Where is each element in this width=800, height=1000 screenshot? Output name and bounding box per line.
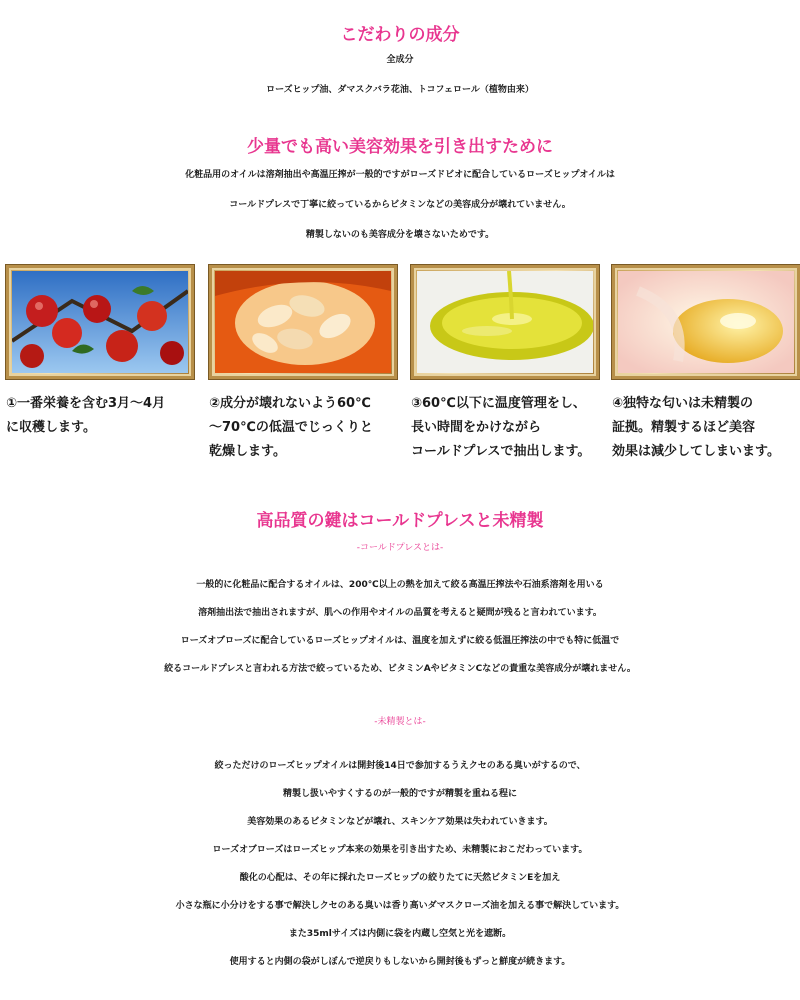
heading-ingredients: こだわりの成分 <box>340 25 460 45</box>
oil-pour-photo <box>417 271 593 373</box>
caption-line: ④独特な匂いは未精製の <box>612 396 754 411</box>
paragraph-line: 絞っただけのローズヒップオイルは開封後14日で参加するうえクセのある臭いがするので、 <box>214 761 586 771</box>
paragraph-line: ローズオブローズに配合しているローズヒップオイルは、温度を加えずに絞る低温圧搾法の中でも特に低温で <box>180 636 620 646</box>
caption-line: 証拠。精製するほど美容 <box>612 420 756 435</box>
process-caption-4 <box>612 392 794 464</box>
photo-frame <box>6 265 194 379</box>
paragraph-line: 美容効果のあるビタミンなどが壊れ、スキンケア効果は失われていきます。 <box>247 817 553 827</box>
heading-beauty-effect: 少量でも高い美容効果を引き出すために <box>247 137 553 157</box>
intro-line-1: 化粧品用のオイルは溶剤抽出や高温圧搾が一般的ですがローズドビオに配合しているローズヒップオイルは <box>185 170 615 180</box>
paragraph-line: 酸化の心配は、その年に採れたローズヒップの絞りたてに天然ビタミンEを加え <box>239 873 561 883</box>
photo-frame <box>411 265 599 379</box>
caption-line: ②成分が壊れないよう60℃ <box>209 396 371 411</box>
caption-line: 長い時間をかけながら <box>411 420 542 435</box>
ingredients-list: ローズヒップ油、ダマスクバラ花油、トコフェロール（植物由来） <box>266 85 534 95</box>
caption-line: ③60℃以下に温度管理をし、 <box>411 396 586 411</box>
process-card-1 <box>6 265 188 440</box>
paragraph-line: ローズオブローズはローズヒップ本来の効果を引き出すため、未精製におこだわっています。 <box>212 845 588 855</box>
rosehip-seeds-photo <box>215 271 391 373</box>
process-card-2 <box>209 265 391 464</box>
paragraph-line: また35mlサイズは内側に袋を内蔵し空気と光を遮断。 <box>288 929 512 939</box>
caption-line: コールドプレスで抽出します。 <box>411 444 591 459</box>
intro-line-2: コールドプレスで丁寧に絞っているからビタミンなどの美容成分が壊れていません。 <box>229 200 571 210</box>
oil-drop-photo <box>618 271 794 373</box>
caption-line: 乾燥します。 <box>209 444 286 459</box>
process-card-3 <box>411 265 593 464</box>
paragraph-line: 小さな瓶に小分けをする事で解決しクセのある臭いは香り高いダマスクローズ油を加える事で解決しています。 <box>175 901 625 911</box>
photo-frame <box>209 265 397 379</box>
subheading-cold-press: -コールドプレスとは- <box>356 543 444 553</box>
caption-line: 効果は減少してしまいます。 <box>612 444 780 459</box>
process-card-4 <box>612 265 794 464</box>
caption-line: ①一番栄養を含む3月〜4月 <box>6 396 166 411</box>
process-caption-1 <box>6 392 188 440</box>
paragraph-line: 精製し扱いやすくするのが一般的ですが精製を重ねる程に <box>282 789 517 799</box>
paragraph-line: 使用すると内側の袋がしぼんで逆戻りもしないから開封後もずっと鮮度が続きます。 <box>229 957 571 967</box>
caption-line: 〜70℃の低温でじっくりと <box>209 420 373 435</box>
subheading-unrefined: -未精製とは- <box>374 717 426 727</box>
photo-frame <box>612 265 800 379</box>
heading-quality-key: 高品質の鍵はコールドプレスと未精製 <box>256 511 544 531</box>
caption-line: に収穫します。 <box>6 420 96 435</box>
process-caption-2 <box>209 392 391 464</box>
paragraph-line: 一般的に化粧品に配合するオイルは、200℃以上の熱を加えて絞る高温圧搾法や石油系溶剤を用いる <box>196 580 604 590</box>
paragraph-line: 溶剤抽出法で抽出されますが、肌への作用やオイルの品質を考えると疑問が残ると言われています。 <box>198 608 602 618</box>
intro-line-3: 精製しないのも美容成分を壊さないためです。 <box>305 230 495 240</box>
paragraph-line: 絞るコールドプレスと言われる方法で絞っているため、ビタミンAやビタミンCなどの貴重な美容成分が壊れません。 <box>164 664 636 674</box>
process-gallery <box>6 265 796 465</box>
ingredients-label: 全成分 <box>386 55 414 65</box>
rosehip-berries-photo <box>12 271 188 373</box>
process-caption-3 <box>411 392 593 464</box>
